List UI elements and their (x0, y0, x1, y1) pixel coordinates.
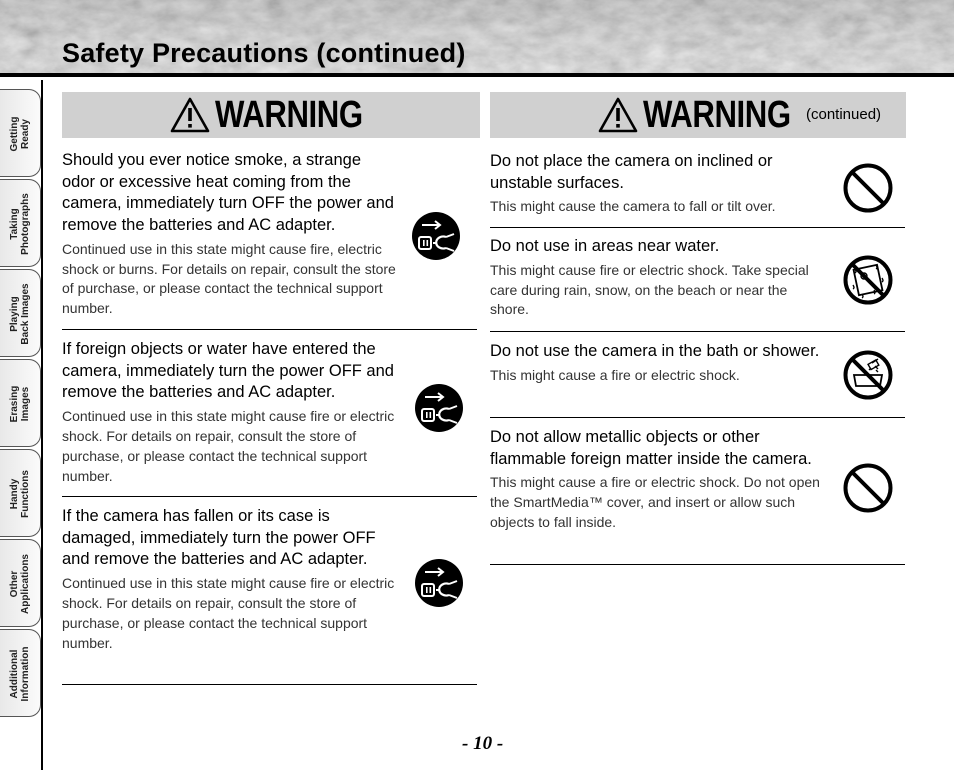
tab-handy-functions[interactable] (0, 449, 41, 537)
tab-playing-back-images[interactable] (0, 269, 41, 357)
warning-entry (62, 339, 398, 486)
entry-instruction: Should you ever notice smoke, a strange odor or excessive heat coming from the camera, immediately turn OFF the power and remove the batteries and AC adapter. (62, 151, 394, 235)
warning-header-left (62, 92, 480, 138)
entry-instruction: Do not use in areas near water. (490, 237, 720, 255)
warning-heading: WARNING (643, 94, 791, 136)
tab-label: Other Applications (9, 554, 31, 615)
entry-explanation: This might cause a fire or electric shock. (490, 366, 740, 383)
tab-getting-ready[interactable] (0, 89, 41, 177)
warning-header-right (490, 92, 906, 138)
prohibited-icon (842, 462, 894, 514)
entry-divider (490, 227, 905, 228)
warning-entry (490, 341, 820, 386)
no-water-icon (842, 254, 894, 306)
entry-explanation: Continued use in this state might cause fire or electric shock. For details on repair, consult the store of purchase, or please contact the technical support number. (62, 575, 395, 651)
entry-explanation: This might cause the camera to fall or tilt over. (490, 198, 776, 215)
warning-entry (490, 151, 820, 217)
warning-entry (62, 150, 398, 319)
entry-instruction: If foreign objects or water have entered the camera, immediately turn the power OFF and remove the batteries and AC adapter. (62, 340, 394, 402)
page-title: Safety Precautions (continued) (62, 38, 466, 68)
warning-entry (490, 427, 820, 533)
warning-triangle-icon (170, 97, 210, 133)
tab-label: Additional Information (9, 646, 31, 702)
entry-divider (490, 564, 905, 565)
entry-explanation: Continued use in this state might cause fire, electric shock or burns. For details on repair, consult the store of purchase, or please contact the technical support number. (62, 240, 396, 317)
tab-additional-information[interactable] (0, 629, 41, 717)
tab-label: Playing Back Images (9, 283, 31, 345)
entry-instruction: Do not allow metallic objects or other flammable foreign matter inside the camera. (490, 428, 812, 468)
entry-divider (490, 417, 905, 418)
tab-taking-photographs[interactable] (0, 179, 41, 267)
entry-explanation: This might cause a fire or electric shock. Do not open the SmartMedia™ cover, and insert or allow such objects to fall inside. (490, 474, 820, 530)
warning-triangle-icon (598, 97, 638, 133)
tab-label: Getting Ready (9, 116, 31, 152)
sidebar-rule (41, 80, 43, 770)
page-header (0, 0, 954, 76)
unplug-icon (410, 210, 462, 262)
entry-explanation: Continued use in this state might cause fire or electric shock. For details on repair, consult the store of purchase, or please contact the technical support number. (62, 408, 395, 484)
entry-explanation: This might cause fire or electric shock. Take special care during rain, snow, on the beach or near the shore. (490, 261, 809, 318)
warning-heading: WARNING (215, 94, 363, 136)
entry-divider (62, 329, 477, 330)
prohibited-icon (842, 162, 894, 214)
tab-label: Erasing Images (9, 385, 31, 423)
entry-divider (490, 331, 905, 332)
continued-label: (continued) (806, 106, 882, 123)
unplug-icon (413, 557, 465, 609)
unplug-icon (413, 382, 465, 434)
tab-label: Taking Photographs (9, 193, 31, 255)
warning-entry (62, 506, 398, 653)
no-bath-icon (842, 349, 894, 401)
header-rule (0, 73, 954, 77)
entry-divider (62, 496, 477, 497)
entry-instruction: If the camera has fallen or its case is damaged, immediately turn the power OFF and remove the batteries and AC adapter. (62, 507, 376, 569)
tab-label: Handy Functions (9, 470, 31, 518)
warning-entry (490, 236, 820, 320)
tab-erasing-images[interactable] (0, 359, 41, 447)
tab-other-applications[interactable] (0, 539, 41, 627)
entry-instruction: Do not place the camera on inclined or unstable surfaces. (490, 152, 773, 192)
entry-divider (62, 684, 477, 685)
page-number: - 10 - (462, 733, 504, 754)
entry-instruction: Do not use the camera in the bath or shower. (490, 342, 820, 360)
section-tabs (0, 80, 44, 770)
